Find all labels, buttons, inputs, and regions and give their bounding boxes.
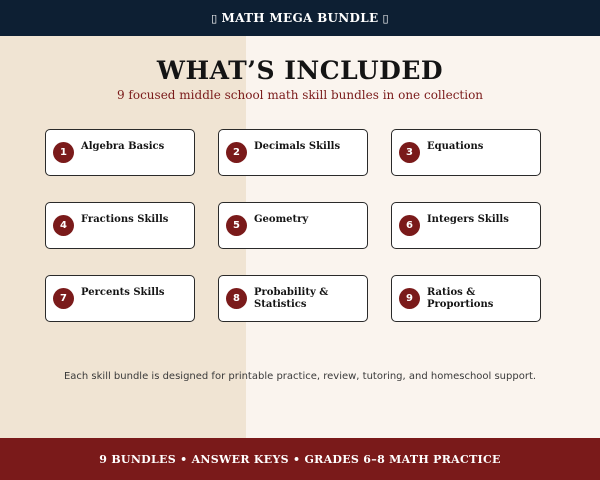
bundle-card-fractions-skills (45, 202, 195, 249)
bundle-name: Algebra Basics (81, 141, 165, 152)
page-subtitle: 9 focused middle school math skill bundles in one collection (116, 88, 484, 102)
bundle-name: Integers Skills (427, 214, 509, 225)
bundle-name: Fractions Skills (81, 214, 169, 225)
bundle-description-note: Each skill bundle is designed for printable practice, review, tutoring, and homeschool support. (63, 371, 537, 382)
number-badge: 7 (53, 288, 74, 309)
bundle-name: Geometry (254, 214, 309, 225)
bundle-card-decimals-skills (218, 129, 368, 176)
placeholder-glyph-icon: ▯ (211, 11, 218, 25)
number-badge: 9 (399, 288, 420, 309)
bundle-card-geometry (218, 202, 368, 249)
bundle-card-percents-skills (45, 275, 195, 322)
number-badge: 1 (53, 142, 74, 163)
bundle-name: Percents Skills (81, 287, 165, 298)
bundle-card-algebra-basics (45, 129, 195, 176)
bundle-name: Probability & Statistics (254, 287, 329, 310)
banner-title: MATH MEGA BUNDLE (221, 11, 379, 25)
number-badge: 6 (399, 215, 420, 236)
bundle-card-integers-skills (391, 202, 541, 249)
number-badge: 4 (53, 215, 74, 236)
placeholder-glyph-icon: ▯ (382, 11, 389, 25)
top-banner (0, 0, 600, 36)
bundle-grid (45, 129, 541, 322)
bundle-card-probability-statistics (218, 275, 368, 322)
bundle-name: Equations (427, 141, 484, 152)
number-badge: 3 (399, 142, 420, 163)
number-badge: 8 (226, 288, 247, 309)
footer-text: 9 BUNDLES • ANSWER KEYS • GRADES 6–8 MATH PRACTICE (99, 452, 501, 466)
bundle-card-ratios-proportions (391, 275, 541, 322)
page-title: WHAT’S INCLUDED (156, 56, 444, 85)
bundle-name: Ratios & Proportions (427, 287, 494, 310)
bundle-card-equations (391, 129, 541, 176)
number-badge: 5 (226, 215, 247, 236)
bundle-name: Decimals Skills (254, 141, 341, 152)
bottom-banner (0, 438, 600, 480)
number-badge: 2 (226, 142, 247, 163)
